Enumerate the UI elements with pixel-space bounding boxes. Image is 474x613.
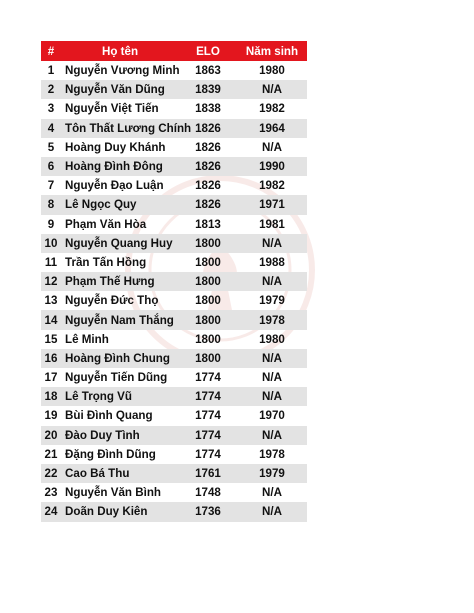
table-row [41,368,307,387]
player-birth-year: 1978 [259,447,285,461]
player-birth-year: 1978 [259,313,285,327]
table-row [41,426,307,445]
player-birth-year: 1982 [259,179,285,193]
header-elo: ELO [196,44,220,58]
player-birth-year: N/A [262,428,282,442]
player-elo: 1774 [195,390,221,404]
player-elo: 1800 [195,351,221,365]
player-elo: 1774 [195,371,221,385]
row-number: 12 [44,275,58,289]
player-birth-year: 1990 [259,160,285,174]
row-number: 15 [44,332,58,346]
player-birth-year: N/A [262,390,282,404]
player-elo: 1839 [195,83,221,97]
player-birth-year: N/A [262,275,282,289]
table-row [41,215,307,234]
row-number: 23 [44,486,58,500]
player-elo: 1736 [195,505,221,519]
player-name: Nguyễn Nam Thắng [65,313,174,327]
table-row [41,464,307,483]
row-number: 2 [47,83,55,97]
row-number: 9 [47,217,55,231]
player-name: Bùi Đình Quang [65,409,153,423]
row-number: 8 [47,198,55,212]
table-row [41,61,307,80]
player-name: Nguyễn Đức Thọ [65,294,159,308]
table-row [41,176,307,195]
row-number: 17 [44,371,58,385]
player-elo: 1826 [195,140,221,154]
player-name: Nguyễn Vương Minh [65,64,180,78]
header-name: Họ tên [101,44,139,58]
player-elo: 1800 [195,236,221,250]
player-name: Nguyễn Tiến Dũng [65,371,168,385]
table-row [41,502,307,521]
row-number: 22 [44,467,58,481]
player-name: Lê Trọng Vũ [65,390,132,404]
player-elo: 1800 [195,313,221,327]
table-header [41,41,307,61]
row-number: 18 [44,390,58,404]
player-birth-year: 1982 [259,102,285,116]
table-row [41,445,307,464]
table-row [41,483,307,502]
table-row [41,310,307,329]
player-name: Phạm Văn Hòa [65,217,147,231]
row-number: 13 [44,294,58,308]
player-name: Đặng Đình Dũng [65,447,156,461]
table-row [41,253,307,272]
row-number: 19 [44,409,58,423]
player-birth-year: N/A [262,486,282,500]
table-row [41,272,307,291]
table-row [41,291,307,310]
row-number: 20 [44,428,58,442]
table-row [41,157,307,176]
player-elo: 1813 [195,217,221,231]
player-elo: 1774 [195,428,221,442]
player-birth-year: N/A [262,83,282,97]
player-elo: 1838 [195,102,221,116]
player-name: Tôn Thất Lương Chính [65,121,192,135]
player-name: Cao Bá Thu [65,467,130,481]
player-elo: 1761 [195,467,221,481]
row-number: 7 [47,179,55,193]
player-name: Nguyễn Đạo Luận [65,179,164,193]
player-elo: 1826 [195,179,221,193]
player-birth-year: 1980 [259,332,285,346]
table-row [41,119,307,138]
row-number: 6 [47,160,55,174]
player-elo: 1774 [195,409,221,423]
player-birth-year: N/A [262,140,282,154]
player-birth-year: 1980 [259,64,285,78]
table-body [41,61,307,522]
player-birth-year: N/A [262,351,282,365]
table-row [41,330,307,349]
player-birth-year: 1971 [259,198,285,212]
player-elo: 1748 [195,486,221,500]
row-number: 10 [44,236,58,250]
row-number: 1 [47,64,55,78]
player-name: Hoàng Đình Đông [65,160,163,174]
player-name: Nguyễn Văn Dũng [65,83,165,97]
row-number: 24 [44,505,58,519]
table-row [41,99,307,118]
player-elo: 1800 [195,332,221,346]
row-number: 16 [44,351,58,365]
header-number: # [47,44,55,58]
row-number: 21 [44,447,58,461]
header-birth-year: Năm sinh [245,44,299,58]
player-name: Phạm Thế Hưng [65,275,155,289]
row-number: 3 [47,102,55,116]
row-number: 14 [44,313,58,327]
player-birth-year: 1979 [259,294,285,308]
player-elo: 1826 [195,160,221,174]
table-row [41,195,307,214]
player-elo: 1774 [195,447,221,461]
player-elo: 1800 [195,275,221,289]
row-number: 11 [44,255,58,269]
player-elo: 1863 [195,64,221,78]
player-name: Hoàng Đình Chung [65,351,170,365]
table-row [41,349,307,368]
table-row [41,234,307,253]
player-name: Lê Ngọc Quy [65,198,137,212]
player-birth-year: 1981 [259,217,285,231]
table-row [41,406,307,425]
player-name: Hoàng Duy Khánh [65,140,166,154]
table-row [41,138,307,157]
table-row [41,80,307,99]
row-number: 5 [47,140,55,154]
player-birth-year: 1970 [259,409,285,423]
player-elo: 1826 [195,121,221,135]
player-birth-year: 1964 [259,121,285,135]
player-elo: 1800 [195,255,221,269]
player-elo: 1800 [195,294,221,308]
player-name: Nguyễn Việt Tiến [65,102,159,116]
player-name: Doãn Duy Kiên [65,505,148,519]
table-row [41,387,307,406]
player-elo: 1826 [195,198,221,212]
player-birth-year: N/A [262,236,282,250]
player-birth-year: N/A [262,505,282,519]
player-table [41,41,307,522]
player-name: Trần Tấn Hồng [65,255,147,269]
player-birth-year: 1979 [259,467,285,481]
player-birth-year: 1988 [259,255,285,269]
player-name: Nguyễn Quang Huy [65,236,173,250]
player-name: Đào Duy Tình [65,428,140,442]
row-number: 4 [47,121,55,135]
player-birth-year: N/A [262,371,282,385]
player-name: Lê Minh [65,332,109,346]
player-name: Nguyễn Văn Bình [65,486,161,500]
